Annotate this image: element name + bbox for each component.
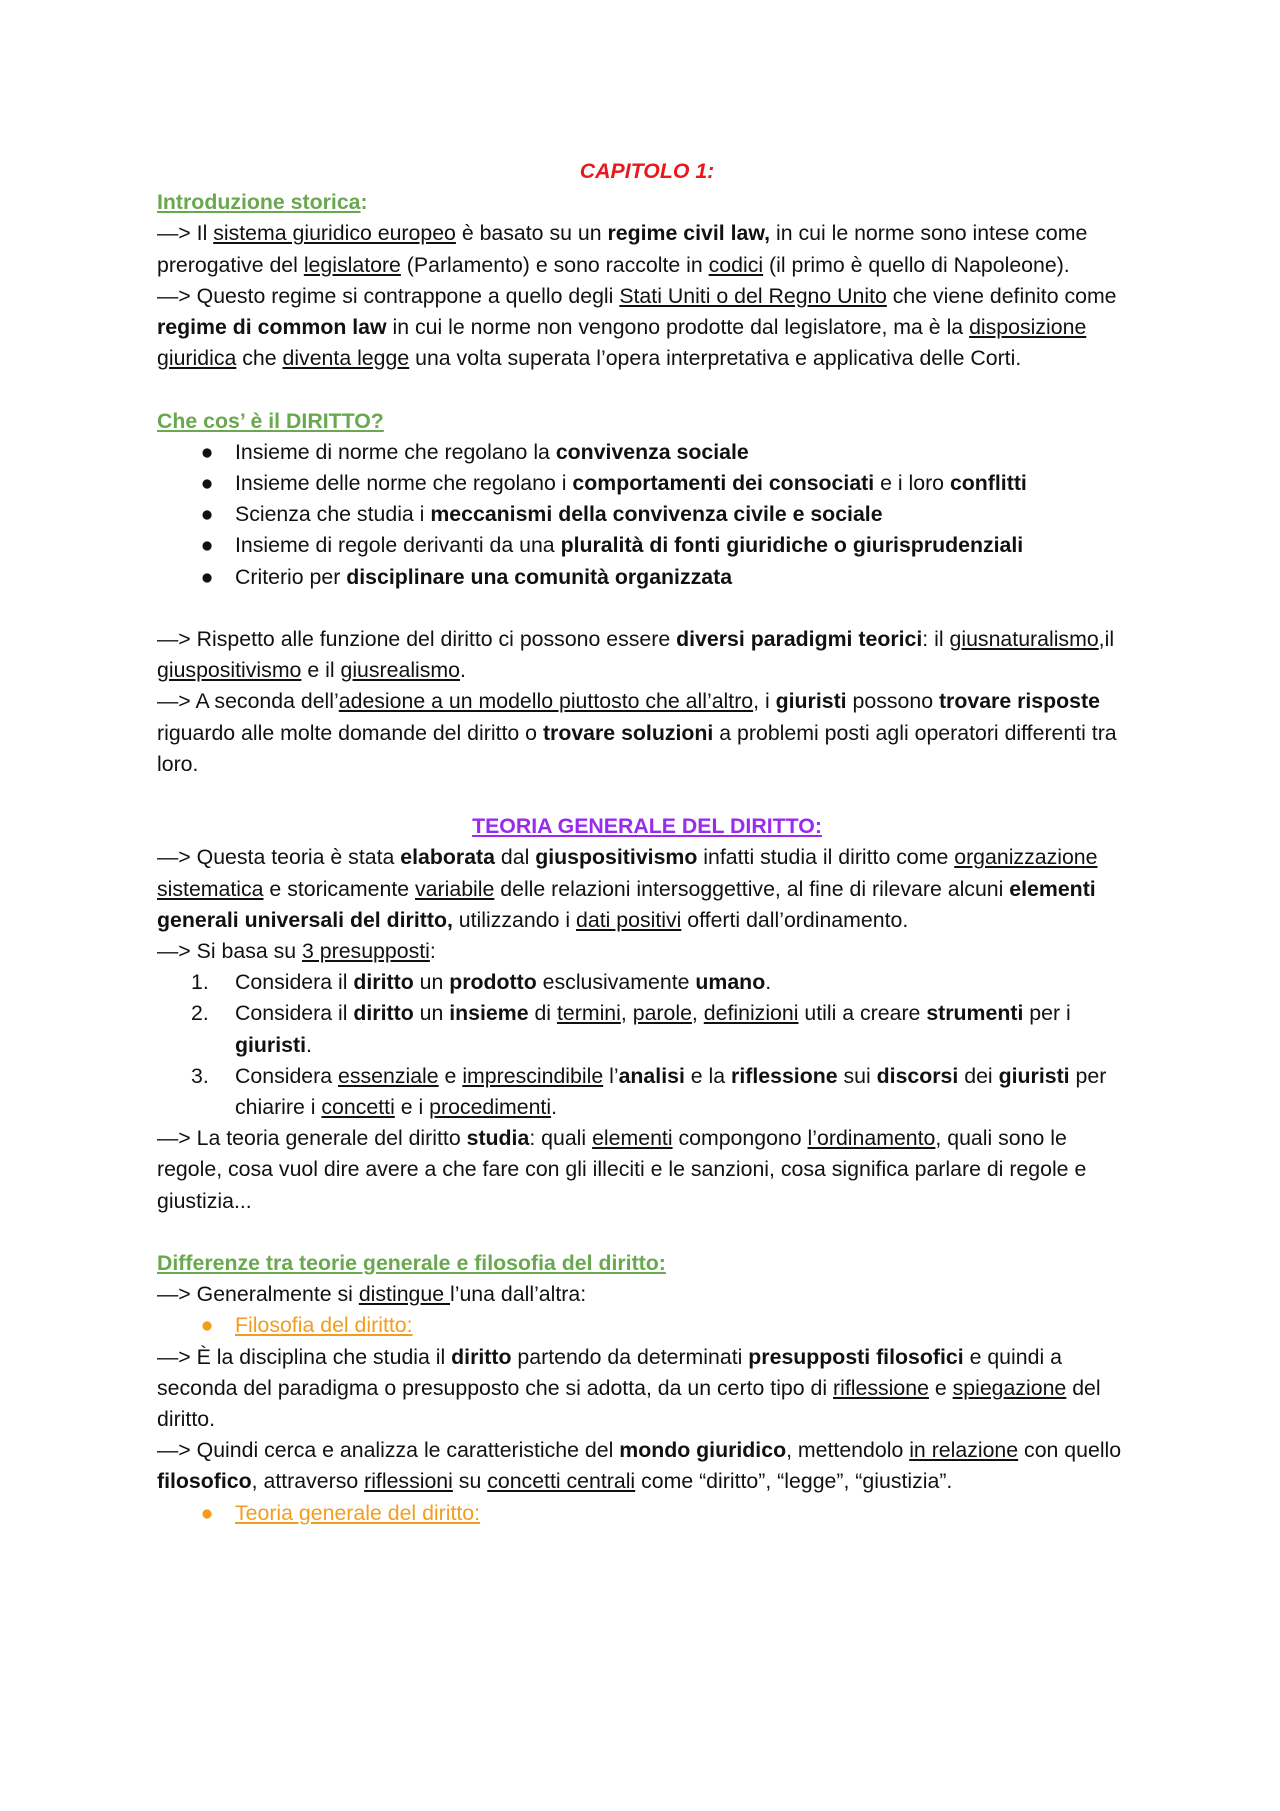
filosofia-subheading: Filosofia del diritto: — [235, 1313, 413, 1338]
spacer — [157, 780, 1137, 811]
teoria-paragraph-3: —> La teoria generale del diritto studia: quali elementi compongono l’ordinamento, quali sono le regole, cosa vuol dire avere a che fare con gli illeciti e le sanzioni, cosa significa parlare di regole e giustizia... — [157, 1126, 1087, 1213]
chapter-title: CAPITOLO 1: — [579, 159, 715, 183]
list-number: 3. — [191, 1063, 209, 1088]
differenze-paragraph-2: —> È la disciplina che studia il diritto partendo da determinati presupposti filosofici e quindi a seconda del paradigma o presupposto che si adotta, da un certo tipo di riflessione e spiegazione del diritto. — [157, 1344, 1101, 1432]
underlined-term: legislatore — [303, 252, 401, 277]
presupposti-list — [157, 967, 1137, 1123]
teoria-paragraph-1: —> Questa teoria è stata elaborata dal giuspositivismo infatti studia il diritto come organizzazione sistematica e storicamente variabile delle relazioni intersoggettive, al fine di rilevare alcuni elementi generali universali del diritto, utilizzando i dati positivi offerti dall’ordinamento. — [157, 845, 1098, 932]
intro-heading — [157, 187, 1137, 218]
list-item: ● Scienza che studia i meccanismi della convivenza civile e sociale — [157, 499, 1137, 530]
diritto-bullet-list — [157, 437, 1137, 593]
teoria-paragraph-2: —> Si basa su 3 presupposti: — [157, 939, 436, 964]
list-item: 3. Considera essenziale e imprescindibile l’analisi e la riflessione sui discorsi dei giuristi per chiarire i concetti e i procedimenti. — [157, 1061, 1137, 1123]
spacer — [157, 374, 1137, 405]
teoria-generale-list — [157, 1498, 1137, 1529]
bold-term: regime civil law, — [607, 221, 771, 246]
intro-heading-colon: : — [360, 190, 368, 215]
differenze-heading — [157, 1248, 1137, 1279]
differenze-paragraph-1: —> Generalmente si distingue l’una dall’altra: — [157, 1282, 587, 1307]
bullet-icon: ● — [200, 439, 214, 464]
list-number: 2. — [191, 1001, 209, 1026]
underlined-term: sistema giuridico europeo — [213, 221, 456, 246]
document-content — [157, 156, 1137, 1529]
diritto-paragraph-2: —> A seconda dell’adesione a un modello piuttosto che all’altro, i giuristi possono trovare risposte riguardo alle molte domande del diritto o trovare soluzioni a problemi posti agli operatori differenti tra loro. — [157, 689, 1117, 776]
differenze-paragraph-3: —> Quindi cerca e analizza le caratteristiche del mondo giuridico, mettendolo in relazione con quello filosofico, attraverso riflessioni su concetti centrali come “diritto”, “legge”, “giustizia”. — [157, 1438, 1122, 1494]
bullet-icon: ● — [200, 1313, 214, 1338]
spacer — [157, 593, 1137, 624]
bullet-icon: ● — [200, 471, 214, 496]
underlined-term: codici — [708, 252, 764, 277]
list-item — [157, 1498, 1137, 1529]
diritto-paragraph-1: —> Rispetto alle funzione del diritto ci possono essere diversi paradigmi teorici: il giusnaturalismo,il giuspositivismo e il giusrealismo. — [157, 627, 1115, 683]
filosofia-list — [157, 1310, 1137, 1341]
list-number: 1. — [191, 970, 209, 995]
underlined-term: diventa legge — [282, 346, 410, 371]
list-item: ● Insieme delle norme che regolano i comportamenti dei consociati e i loro conflitti — [157, 468, 1137, 499]
bullet-icon: ● — [200, 533, 214, 558]
list-item: 1. Considera il diritto un prodotto esclusivamente umano. — [157, 967, 1137, 998]
diritto-heading-text: Che cos’ è il DIRITTO? — [157, 408, 384, 433]
spacer — [157, 1217, 1137, 1248]
underlined-term: disposizione giuridica — [157, 315, 1087, 371]
teoria-generale-subheading: Teoria generale del diritto: — [235, 1500, 481, 1525]
bullet-icon: ● — [200, 502, 214, 527]
bullet-icon: ● — [200, 1500, 214, 1525]
intro-paragraph-1: —> Il sistema giuridico europeo è basato su un regime civil law, in cui le norme sono intese come prerogative del legislatore (Parlamento) e sono raccolte in codici (il primo è quello di Napoleone). — [157, 221, 1088, 277]
underlined-term: Stati Uniti o del Regno Unito — [619, 283, 887, 308]
bold-term: regime di common law — [157, 315, 387, 340]
list-item: ● Insieme di norme che regolano la convivenza sociale — [157, 437, 1137, 468]
list-item: 2. Considera il diritto un insieme di termini, parole, definizioni utili a creare strumenti per i giuristi. — [157, 998, 1137, 1060]
list-item — [157, 1310, 1137, 1341]
bullet-icon: ● — [200, 564, 214, 589]
diritto-heading — [157, 406, 1137, 437]
teoria-heading: TEORIA GENERALE DEL DIRITTO: — [472, 814, 822, 839]
intro-heading-text: Introduzione storica — [157, 190, 361, 215]
list-item: ● Criterio per disciplinare una comunità organizzata — [157, 562, 1137, 593]
intro-paragraph-2: —> Questo regime si contrappone a quello degli Stati Uniti o del Regno Unito che viene definito come regime di common law in cui le norme non vengono prodotte dal legislatore, ma è la disposizione giuridica che diventa legge una volta superata l’opera interpretativa e applicativa delle Corti. — [157, 283, 1117, 371]
differenze-heading-text: Differenze tra teorie generale e filosofia del diritto: — [157, 1251, 666, 1276]
list-item: ● Insieme di regole derivanti da una pluralità di fonti giuridiche o giurisprudenziali — [157, 530, 1137, 561]
